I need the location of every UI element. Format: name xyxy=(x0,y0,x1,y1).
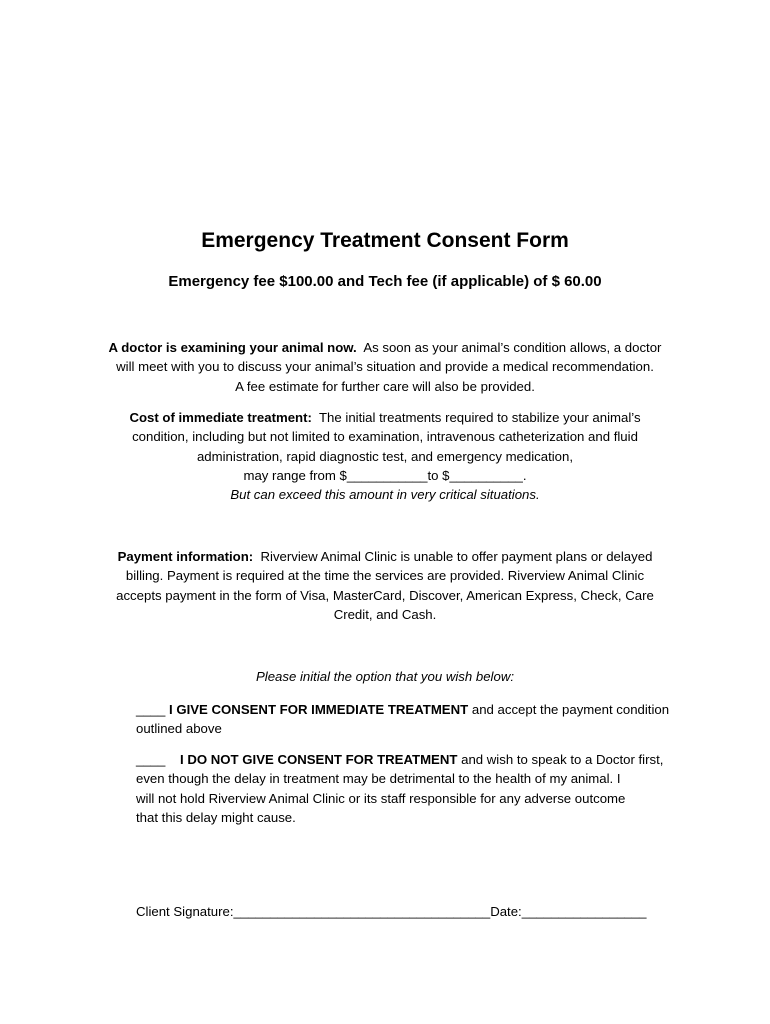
exam-notice-text-1: As soon as your animal’s condition allows, a doctor xyxy=(363,340,662,355)
decline-option-line-4: that this delay might cause. xyxy=(136,809,296,825)
cost-range-prefix: may range from $ xyxy=(243,467,347,483)
cost-line-3: administration, rapid diagnostic test, and emergency medication, xyxy=(196,448,574,464)
payment-text-1: Riverview Animal Clinic is unable to offer payment plans or delayed xyxy=(260,549,653,564)
cost-heading: Cost of immediate treatment: xyxy=(129,410,312,425)
exam-notice-heading: A doctor is examining your animal now. xyxy=(108,340,357,355)
options-prompt: Please initial the option that you wish below: xyxy=(255,669,515,684)
decline-option-line-3: will not hold Riverview Animal Clinic or its staff responsible for any adverse outcome xyxy=(136,790,626,806)
decline-option-bold: I DO NOT GIVE CONSENT FOR TREATMENT xyxy=(180,752,458,767)
decline-option-line-2: even though the delay in treatment may be detrimental to the health of my animal. I xyxy=(136,771,621,787)
payment-line-3: accepts payment in the form of Visa, MasterCard, Discover, American Express, Check, Care xyxy=(116,587,654,603)
consent-option-line-2: outlined above xyxy=(136,721,222,737)
cost-range-end: . xyxy=(522,467,527,483)
cost-line-2: condition, including but not limited to examination, intravenous catheterization and fluid xyxy=(132,429,638,445)
payment-line-4: Credit, and Cash. xyxy=(333,606,437,622)
date-label: Date: xyxy=(490,904,522,919)
payment-line-2: billing. Payment is required at the time the services are provided. Riverview Animal Clinic xyxy=(125,568,645,584)
exam-notice-line-3: A fee estimate for further care will also be provided. xyxy=(235,378,535,394)
consent-option-line-1 xyxy=(136,700,681,719)
consent-option xyxy=(136,700,681,739)
cost-range-to: to $ xyxy=(427,467,450,483)
exam-notice-line-1 xyxy=(90,338,680,357)
consent-option-bold: I GIVE CONSENT FOR IMMEDIATE TREATMENT xyxy=(169,702,469,717)
payment-line-1 xyxy=(90,547,680,566)
cost-note-text: But can exceed this amount in very critical situations. xyxy=(230,487,540,503)
payment-heading: Payment information: xyxy=(117,549,254,564)
consent-option-text-1: and accept the payment condition xyxy=(471,702,670,717)
cost-range-max-blank[interactable]: __________ xyxy=(449,467,523,483)
decline-option-text-1: and wish to speak to a Doctor first, xyxy=(461,752,664,767)
cost-note xyxy=(90,485,680,504)
decline-option xyxy=(136,750,681,827)
cost-range-min-blank[interactable]: ___________ xyxy=(346,467,428,483)
fee-subtitle: Emergency fee $100.00 and Tech fee (if applicable) of $ 60.00 xyxy=(168,273,602,290)
decline-option-line-1 xyxy=(136,750,681,769)
decline-initial-blank[interactable]: ____ xyxy=(136,752,166,767)
date-field[interactable]: _________________ xyxy=(521,904,647,919)
exam-notice-section xyxy=(90,338,680,396)
client-signature-label: Client Signature: xyxy=(136,904,234,919)
signature-line xyxy=(136,904,681,919)
payment-section xyxy=(90,547,680,624)
cost-line-1 xyxy=(90,408,680,427)
cost-section xyxy=(90,408,680,504)
form-title: Emergency Treatment Consent Form xyxy=(201,229,569,252)
client-signature-field[interactable]: ___________________________________ xyxy=(233,904,491,919)
cost-range-line xyxy=(90,466,680,485)
consent-initial-blank[interactable]: ____ xyxy=(136,702,166,717)
exam-notice-line-2: will meet with you to discuss your animal’s situation and provide a medical recommendation. xyxy=(116,359,654,375)
cost-text-1: The initial treatments required to stabilize your animal’s xyxy=(319,410,641,425)
